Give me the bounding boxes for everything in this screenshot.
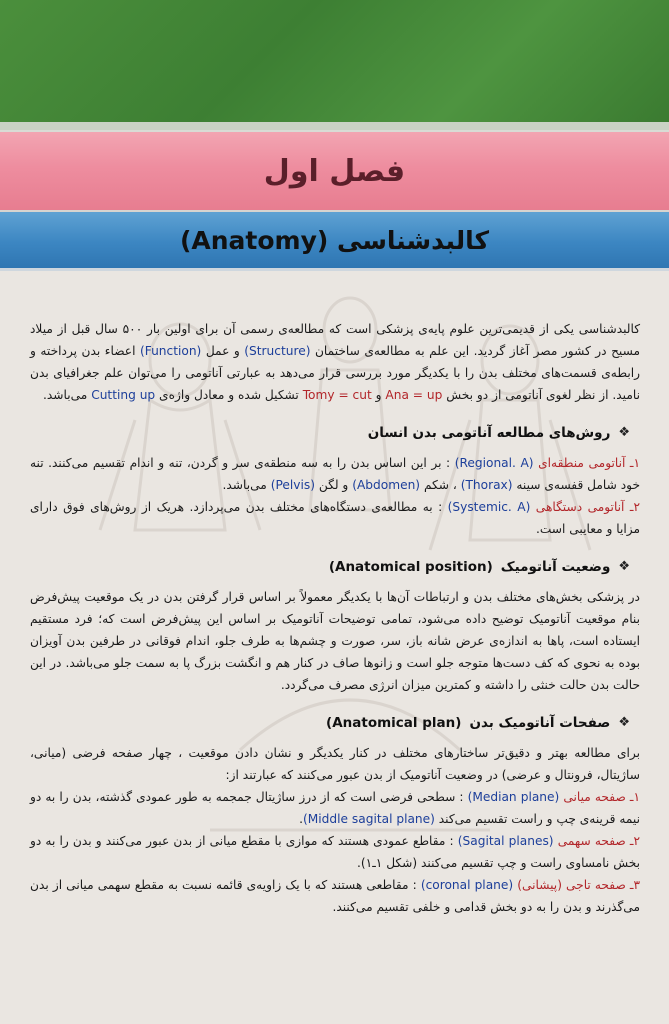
term-tomy: Tomy = cut	[302, 388, 372, 402]
term-median-plane: (Median plane)	[467, 790, 560, 804]
plane-sagital-label: ۲ـ صفحه سهمی	[557, 834, 640, 848]
term-cutting-up: Cutting up	[91, 388, 156, 402]
term-function: (Function)	[139, 344, 202, 358]
term-systemic: (Systemic. A)	[447, 500, 531, 514]
plane-sagital-text: : مقاطع عمودی هستند که موازی با مقطع میانی از بدن عبور می‌کنند و بدن را به دو بخش نامساوی راست و چپ تقسیم می‌کنند (شکل ۱ـ۱).	[30, 834, 640, 870]
diamond-bullet-icon: ❖	[618, 715, 630, 730]
method-regional-label: ۱ـ آناتومی منطقه‌ای	[538, 456, 641, 470]
position-paragraph: در پزشکی بخش‌های مختلف بدن و ارتباطات آن‌ها با یکدیگر معمولاً بر اساس قرار گرفتن بدن در یک موقعیت پیش‌فرض بنام موقعیت آناتومیک توضیح داده می‌شود، تمامی توضیحات آناتومیک بر اساس این پیش‌فرض است که؛ فرد مستقیم ایستاده است، پاها به اندازه‌ی عرض شانه باز، سر، صورت و چشم‌ها به طرف جلو، اندام فوقانی در طرفین بدن آویزان بوده به نحوی که کف دست‌ها متوجه جلو است و زانوها صاف در کنار هم و انگشت بزرگ پا به سمت جلو می‌باشد. در این حالت بدن حالت خنثی را داشته و کمترین میزان انرژی مصرف می‌گردد.	[30, 590, 640, 692]
term-regional: (Regional. A)	[454, 456, 534, 470]
page-body	[30, 318, 640, 918]
term-structure: (Structure)	[244, 344, 311, 358]
intro-text-4: و	[375, 388, 382, 402]
methods-heading	[30, 422, 630, 444]
position-heading	[30, 556, 630, 578]
plane-median	[30, 786, 640, 830]
plane-coronal-label: ۳ـ صفحه تاجی (پیشانی)	[517, 878, 640, 892]
methods-heading-text: روش‌های مطالعه آناتومی بدن انسان	[367, 425, 611, 441]
band-divider	[0, 122, 669, 130]
intro-text-2: و عمل	[205, 344, 240, 358]
plane-median-label: ۱ـ صفحه میانی	[563, 790, 640, 804]
section-title: کالبدشناسی (Anatomy)	[179, 225, 490, 255]
term-ana: Ana = up	[385, 388, 443, 402]
top-green-band	[0, 0, 669, 128]
planes-heading-text: صفحات آناتومیک بدن	[469, 715, 611, 731]
diamond-bullet-icon: ❖	[618, 559, 630, 574]
intro-paragraph	[30, 318, 640, 406]
planes-heading	[30, 712, 630, 734]
chapter-header	[0, 130, 669, 213]
plane-coronal-text: : مقاطعی هستند که با یک زاویه‌ی قائمه نسبت به مقطع سهمی میانی از بدن می‌گذرند و بدن را به دو بخش قدامی و خلفی تقسیم می‌کنند.	[30, 878, 640, 914]
method-systemic-text: : به مطالعه‌ی دستگاه‌های مختلف بدن می‌پردازد. هریک از روش‌های فوق دارای مزایا و معایبی است.	[30, 500, 640, 536]
intro-text-1: کالبدشناسی یکی از قدیمی‌ترین علوم پایه‌ی پزشکی است که مطالعه‌ی رسمی آن برای اولین بار ۵۰۰ سال قبل از میلاد مسیح در کشور مصر آغاز گردید. این علم به مطالعه‌ی ساختمان	[30, 322, 641, 358]
plane-sagital	[30, 830, 640, 874]
method-systemic	[30, 496, 640, 540]
chapter-title: فصل اول	[263, 153, 406, 189]
intro-text-6: می‌باشد.	[43, 388, 88, 402]
method-regional-text-a: : بر این اساس بدن را به سه منطقه‌ی سر و گردن، تنه و اندام تقسیم می‌کنند. تنه خود شامل قفسه‌ی سینه	[30, 456, 640, 492]
diamond-bullet-icon: ❖	[618, 425, 630, 440]
intro-text-3: اعضاء بدن پرداخته و رابطه‌ی قسمت‌های مختلف بدن را با یکدیگر مورد بررسی قرار می‌دهد به عبارتی آناتومی را می‌توان علم جغرافیای بدن نامید. از نظر لغوی آناتومی از دو بخش	[30, 344, 640, 402]
position-heading-text: وضعیت آناتومیک	[500, 559, 611, 575]
term-thorax: (Thorax)	[460, 478, 513, 492]
method-regional	[30, 452, 640, 496]
planes-heading-en: (Anatomical plan)	[326, 715, 462, 731]
method-systemic-label: ۲ـ آناتومی دستگاهی	[535, 500, 640, 514]
intro-text-5: تشکیل شده و معادل واژه‌ی	[159, 388, 299, 402]
plane-coronal	[30, 874, 640, 918]
method-regional-text-b: ، شکم	[423, 478, 457, 492]
plane-median-text: : سطحی فرضی است که از درز ساژیتال جمجمه به طور عمودی گذشته، بدن را به دو نیمه قرینه‌ی چپ و راست تقسیم می‌کند	[30, 790, 640, 826]
term-pelvis: (Pelvis)	[270, 478, 315, 492]
term-sagital-planes: (Sagital planes)	[457, 834, 554, 848]
section-header	[0, 212, 669, 271]
term-coronal-plane: (coronal plane)	[420, 878, 514, 892]
position-heading-en: (Anatomical position)	[328, 559, 493, 575]
method-regional-text-c: و لگن	[318, 478, 349, 492]
plane-median-end: .	[299, 812, 303, 826]
planes-intro: برای مطالعه بهتر و دقیق‌تر ساختارهای مختلف در کنار یکدیگر و نشان دادن موقعیت ، چهار صفحه فرضی (میانی، ساژیتال، فرونتال و عرضی) در وضعیت آناتومیک از بدن عبور می‌کنند که عبارتند از:	[30, 746, 640, 782]
method-regional-text-d: می‌باشد.	[222, 478, 267, 492]
term-abdomen: (Abdomen)	[352, 478, 421, 492]
term-middle-sagital-plane: (Middle sagital plane)	[303, 812, 435, 826]
